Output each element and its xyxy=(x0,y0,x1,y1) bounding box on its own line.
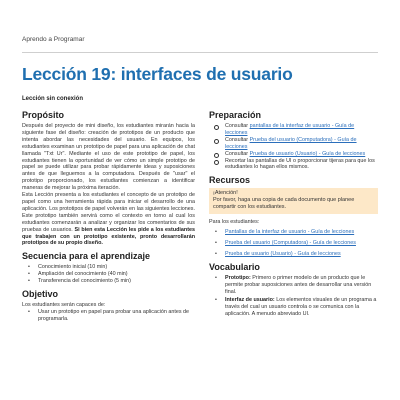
resources-section xyxy=(209,175,378,258)
preparation-section xyxy=(209,110,378,171)
callout-text: Por favor, haga una copia de cada documento que planee compartir con los estudiantes. xyxy=(213,197,355,211)
objective-list xyxy=(22,309,195,323)
vocab-definition: Los elementos visuales de un programa a través del cual un usuario controla o se comunica con la aplicación. A menudo abreviado UI. xyxy=(225,296,377,317)
vocab-term: Interfaz de usuario: xyxy=(225,296,275,303)
vocab-definition: Primero o primer modelo de un producto que le permite probar suposiciones antes de desarrollar una versión final. xyxy=(225,274,372,295)
objective-intro: Los estudiantes serán capaces de: xyxy=(22,302,106,309)
bullet-icon: • xyxy=(215,296,217,303)
list-item xyxy=(209,251,378,258)
bullet-icon: • xyxy=(215,229,217,236)
header-divider xyxy=(22,52,378,53)
guide-link-user-test-computer[interactable]: Prueba del usuario (Computadora) - Guía de lecciones xyxy=(225,136,357,150)
resource-link-ui-screens[interactable]: Pantallas de la interfaz de usuario - Guía de lecciones xyxy=(225,229,355,236)
guide-link-user-test-user[interactable]: Prueba de usuario (Usuario) - Guía de lecciones xyxy=(249,150,366,157)
students-label: Para los estudiantes: xyxy=(209,219,260,226)
list-item: • Conocimiento inicial (10 min) xyxy=(28,264,108,271)
objective-heading: Objetivo xyxy=(22,289,59,300)
vocab-term: Prototipo: xyxy=(225,274,251,281)
list-item: • Transferencia del conocimiento (5 min) xyxy=(28,278,131,285)
left-column xyxy=(22,110,195,327)
resources-heading: Recursos xyxy=(209,175,251,186)
list-item xyxy=(209,229,378,236)
list-item xyxy=(209,240,378,247)
lesson-subtitle: Lección sin conexión xyxy=(22,96,84,102)
attention-callout xyxy=(209,188,378,214)
bullet-icon: • xyxy=(28,308,30,315)
preparation-list xyxy=(209,123,378,171)
guide-link-ui-screens[interactable]: pantallas de la interfaz de usuario - Guía de lecciones xyxy=(225,123,355,136)
bullet-icon: • xyxy=(215,274,217,281)
bullet-icon: • xyxy=(215,251,217,258)
vocabulary-section xyxy=(209,262,378,317)
vocabulary-heading: Vocabulario xyxy=(209,261,260,272)
list-item: • Usar un prototipo en papel para probar una aplicación antes de programarla. xyxy=(28,308,190,322)
resource-link-user-test-computer[interactable]: Prueba del usuario (Computadora) - Guía de lecciones xyxy=(225,240,356,247)
bullet-icon: • xyxy=(28,271,30,278)
purpose-paragraph-2-text: Esta Lección presenta a los estudiantes el concepto de un prototipo de papel como una herramienta rápida para iniciar el desarrollo de una aplicación. Los prototipos de papel volverán en las siguientes lecciones. Este prototipo también servirá como el contexto en torno al cual los estudiantes comenzarán a analizar y organizar los comentarios de sus pruebas de usuarios. xyxy=(22,192,195,233)
purpose-section xyxy=(22,110,195,247)
list-item: Consultar Prueba del usuario (Computadora) - Guía de lecciones xyxy=(209,137,378,151)
list-item: Consultar Prueba de usuario (Usuario) - Guía de lecciones xyxy=(209,151,378,158)
list-item: Recortar las pantallas de UI o proporcionar tijeras para que los estudiantes lo hagan ellos mismos. xyxy=(209,158,378,172)
objective-section xyxy=(22,289,195,323)
resource-link-user-test-user[interactable]: Prueba de usuario (Usuario) - Guía de lecciones xyxy=(225,251,341,258)
list-item xyxy=(209,297,378,318)
purpose-paragraph-1: Después del proyecto de mini diseño, los estudiantes mirarán hacia la siguiente fase del diseño: creación de prototipos de un producto que intenta abordar las necesidades del usuario. En equipos, los estudiantes examinan un prototipo de papel para una aplicación de chat llamada "Txt Ur". Mediante el uso de este prototipo de papel, los estudiantes tienen la oportunidad de ver cómo un simple prototipo de papel se puede utilizar para probar rápidamente ideas y suposiciones antes de que lleguemos a la computadora. Después de "usar" el prototipo proporcionado, los estudiantes comienzan a identificar maneras de mejorar la próxima iteración. xyxy=(22,123,195,192)
bullet-icon: • xyxy=(28,278,30,285)
list-item: Consultar pantallas de la interfaz de usuario - Guía de lecciones xyxy=(209,123,378,137)
circle-bullet-icon xyxy=(214,160,219,165)
callout-title: ¡Atención! xyxy=(213,190,238,197)
purpose-paragraph-2-bold: Si bien esta Lección les pide a los estudiantes que trabajen con un prototipo existente, pronto desarrollarán prototipos de su propio diseño. xyxy=(22,226,195,247)
preparation-heading: Preparación xyxy=(209,110,262,120)
list-item: • Ampliación del conocimiento (40 min) xyxy=(28,271,128,278)
sequence-list xyxy=(22,264,195,285)
lesson-title: Lección 19: interfaces de usuario xyxy=(22,64,293,84)
sequence-heading: Secuencia para el aprendizaje xyxy=(22,251,151,262)
purpose-paragraph-2 xyxy=(22,192,195,247)
resources-list xyxy=(209,229,378,258)
purpose-heading: Propósito xyxy=(22,110,64,120)
vocabulary-list xyxy=(209,275,378,317)
list-item xyxy=(209,275,378,296)
bullet-icon: • xyxy=(215,240,217,247)
course-header: Aprendo a Programar xyxy=(22,36,85,43)
sequence-section xyxy=(22,251,195,285)
circle-bullet-icon xyxy=(214,125,219,130)
circle-bullet-icon xyxy=(214,139,219,144)
right-column xyxy=(209,110,378,321)
bullet-icon: • xyxy=(28,264,30,271)
